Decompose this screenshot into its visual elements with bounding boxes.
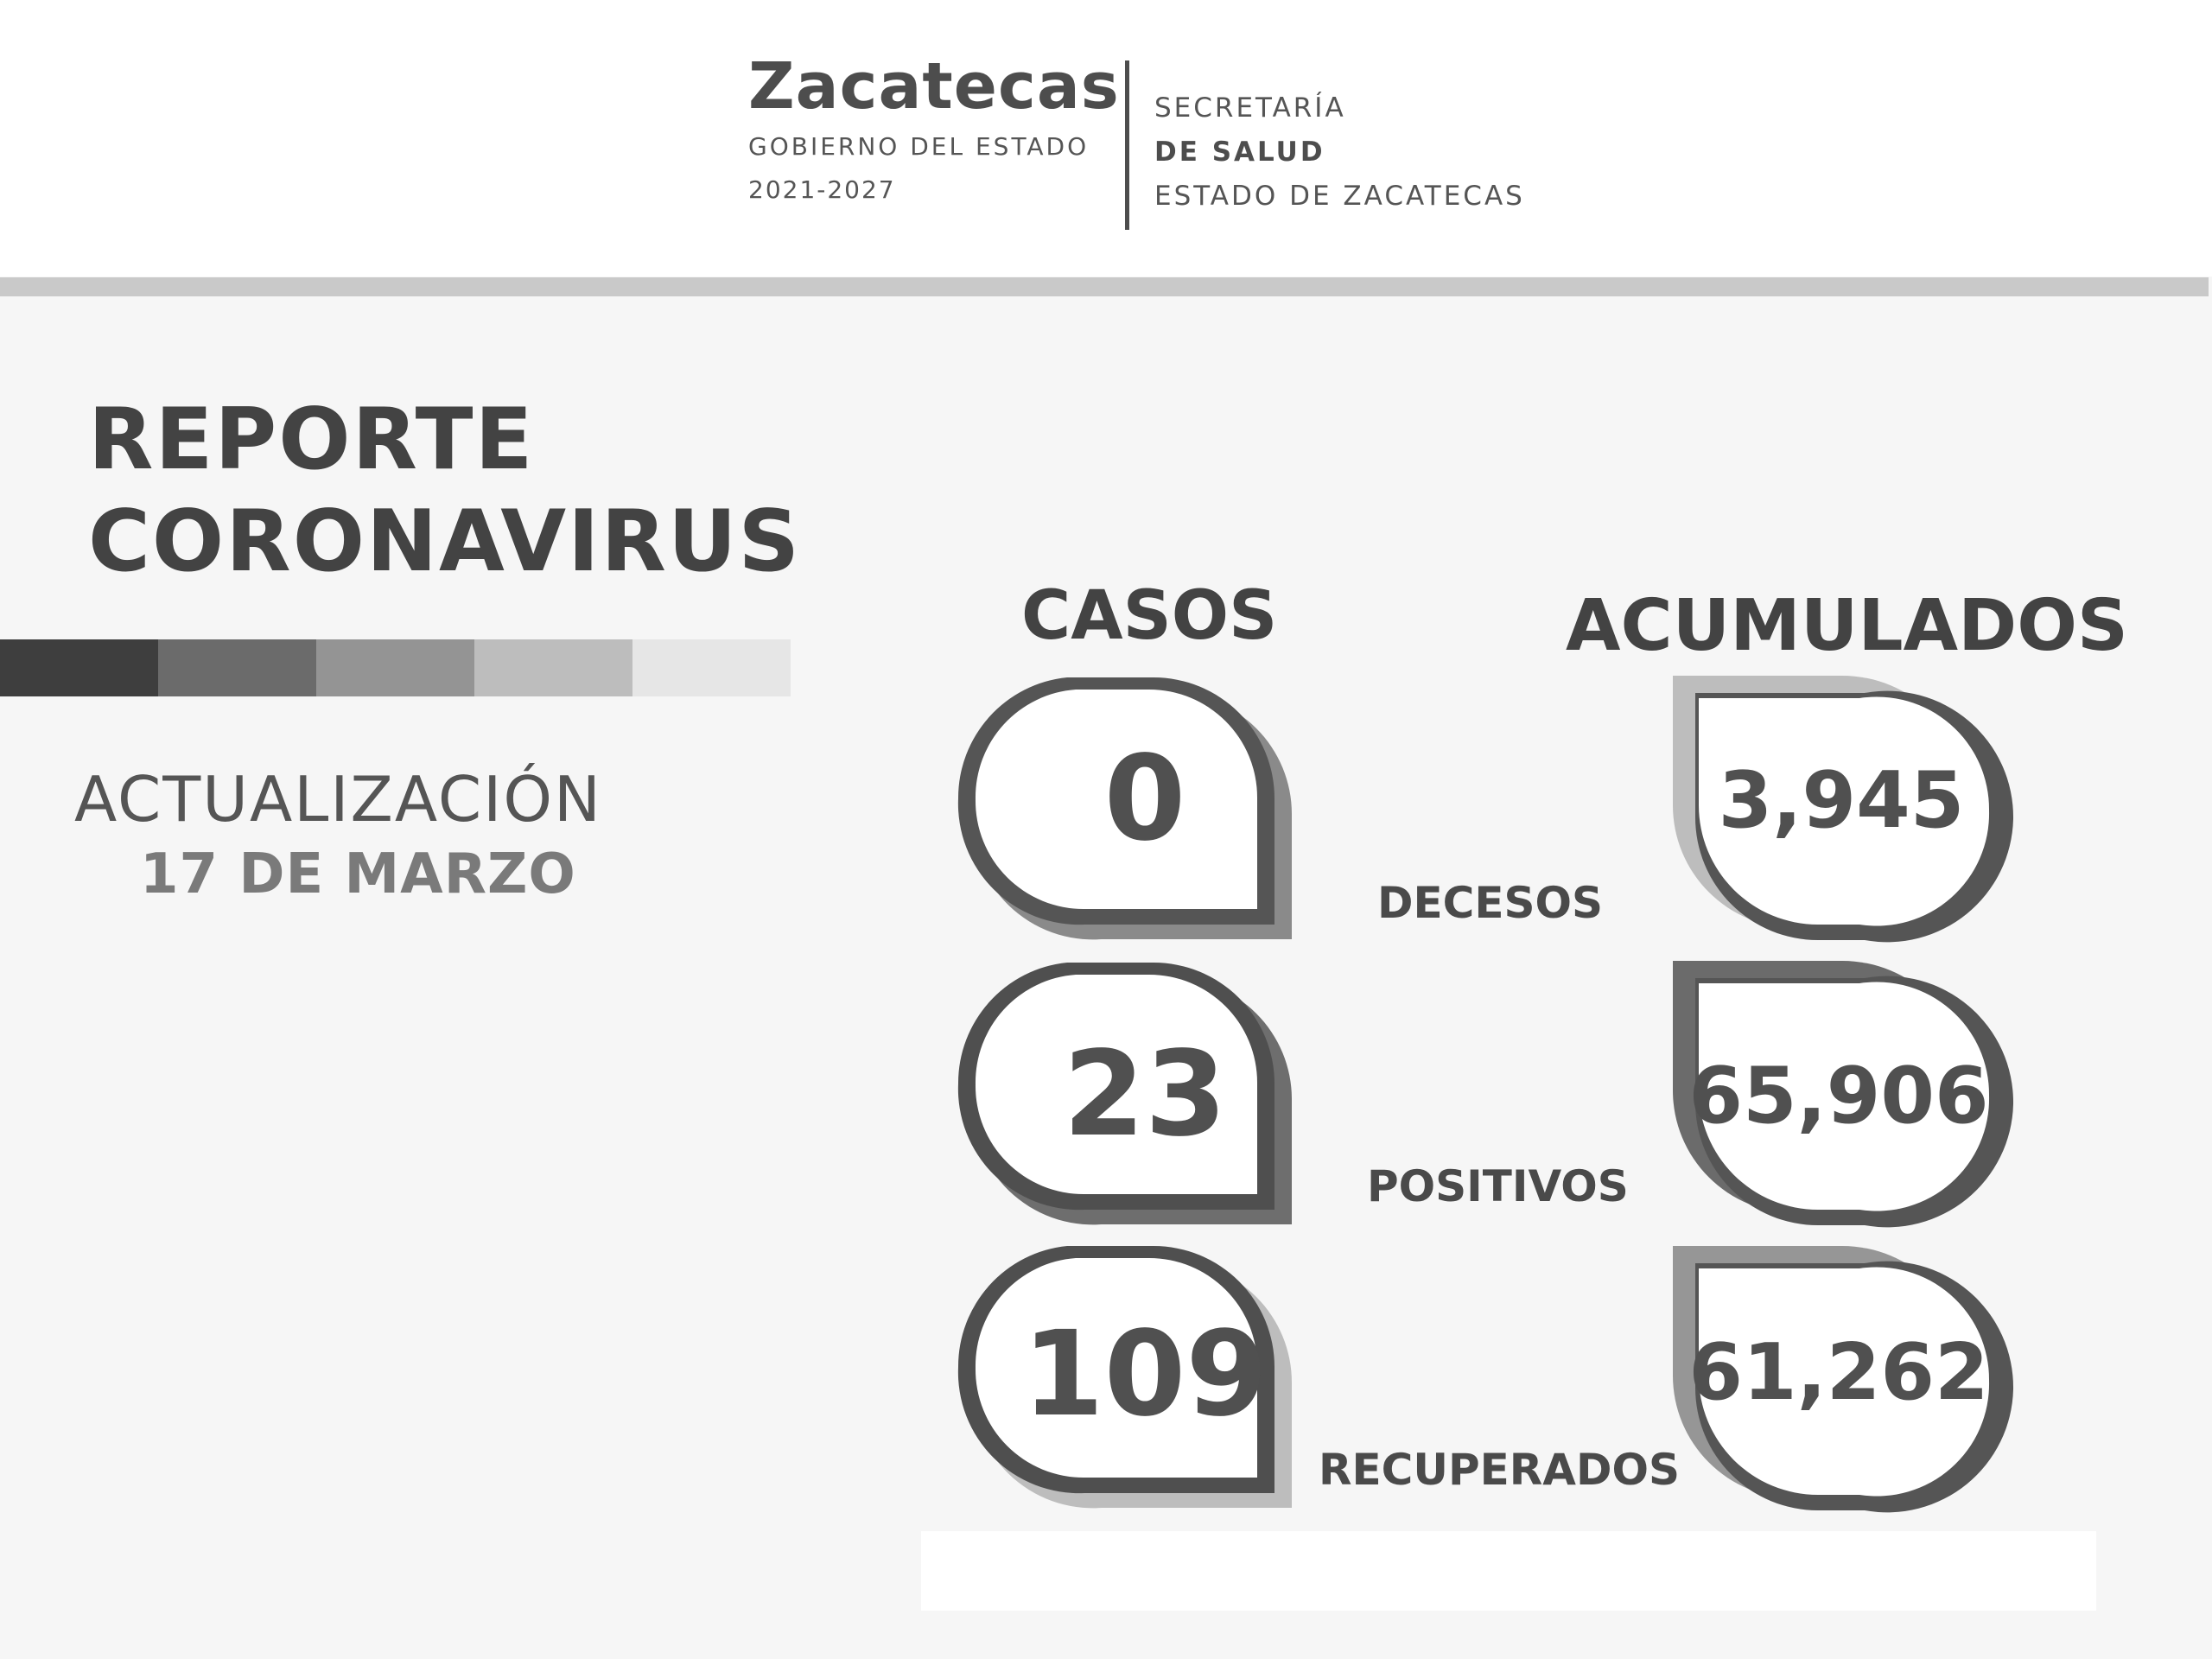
dept-line-3: ESTADO DE ZACATECAS (1154, 181, 1525, 212)
government-logo (748, 50, 1120, 207)
update-date: 17 DE MARZO (140, 842, 576, 906)
stripe-5 (632, 639, 791, 696)
dept-line-1: SECRETARÍA (1154, 92, 1346, 124)
report-title (88, 389, 801, 593)
update-label: ACTUALIZACIÓN (74, 763, 602, 836)
daily-column-header: CASOS (1021, 577, 1278, 655)
header-separator-bar (0, 277, 2209, 296)
deaths-label: DECESOS (1377, 878, 1604, 928)
logo-years: 2021-2027 (748, 175, 896, 204)
stripe-1 (0, 639, 158, 696)
positives-label: POSITIVOS (1367, 1161, 1629, 1211)
stripe-4 (474, 639, 632, 696)
logo-name: Zacatecas (748, 49, 1120, 124)
header (0, 0, 2212, 276)
title-line-1: REPORTE (88, 391, 535, 489)
cumulative-recovered-value: 61,262 (1688, 1327, 1989, 1418)
recovered-label: RECUPERADOS (1319, 1445, 1680, 1495)
footer-blank-box (921, 1531, 2096, 1611)
logo-subtitle: GOBIERNO DEL ESTADO (748, 132, 1090, 161)
logo-divider (1125, 60, 1129, 230)
cumulative-column-header: ACUMULADOS (1566, 585, 2128, 667)
gradient-stripes (0, 639, 791, 696)
title-line-2: CORONAVIRUS (88, 493, 802, 591)
daily-deaths-value: 0 (1103, 731, 1186, 868)
daily-recovered-value: 109 (1022, 1306, 1268, 1443)
cumulative-positives-value: 65,906 (1688, 1051, 1989, 1141)
dept-line-2: DE SALUD (1154, 137, 1325, 168)
stripe-2 (158, 639, 316, 696)
cumulative-deaths-value: 3,945 (1718, 755, 1965, 846)
stripe-3 (316, 639, 474, 696)
health-department-logo (1154, 86, 1525, 219)
daily-positives-value: 23 (1063, 1027, 1227, 1163)
